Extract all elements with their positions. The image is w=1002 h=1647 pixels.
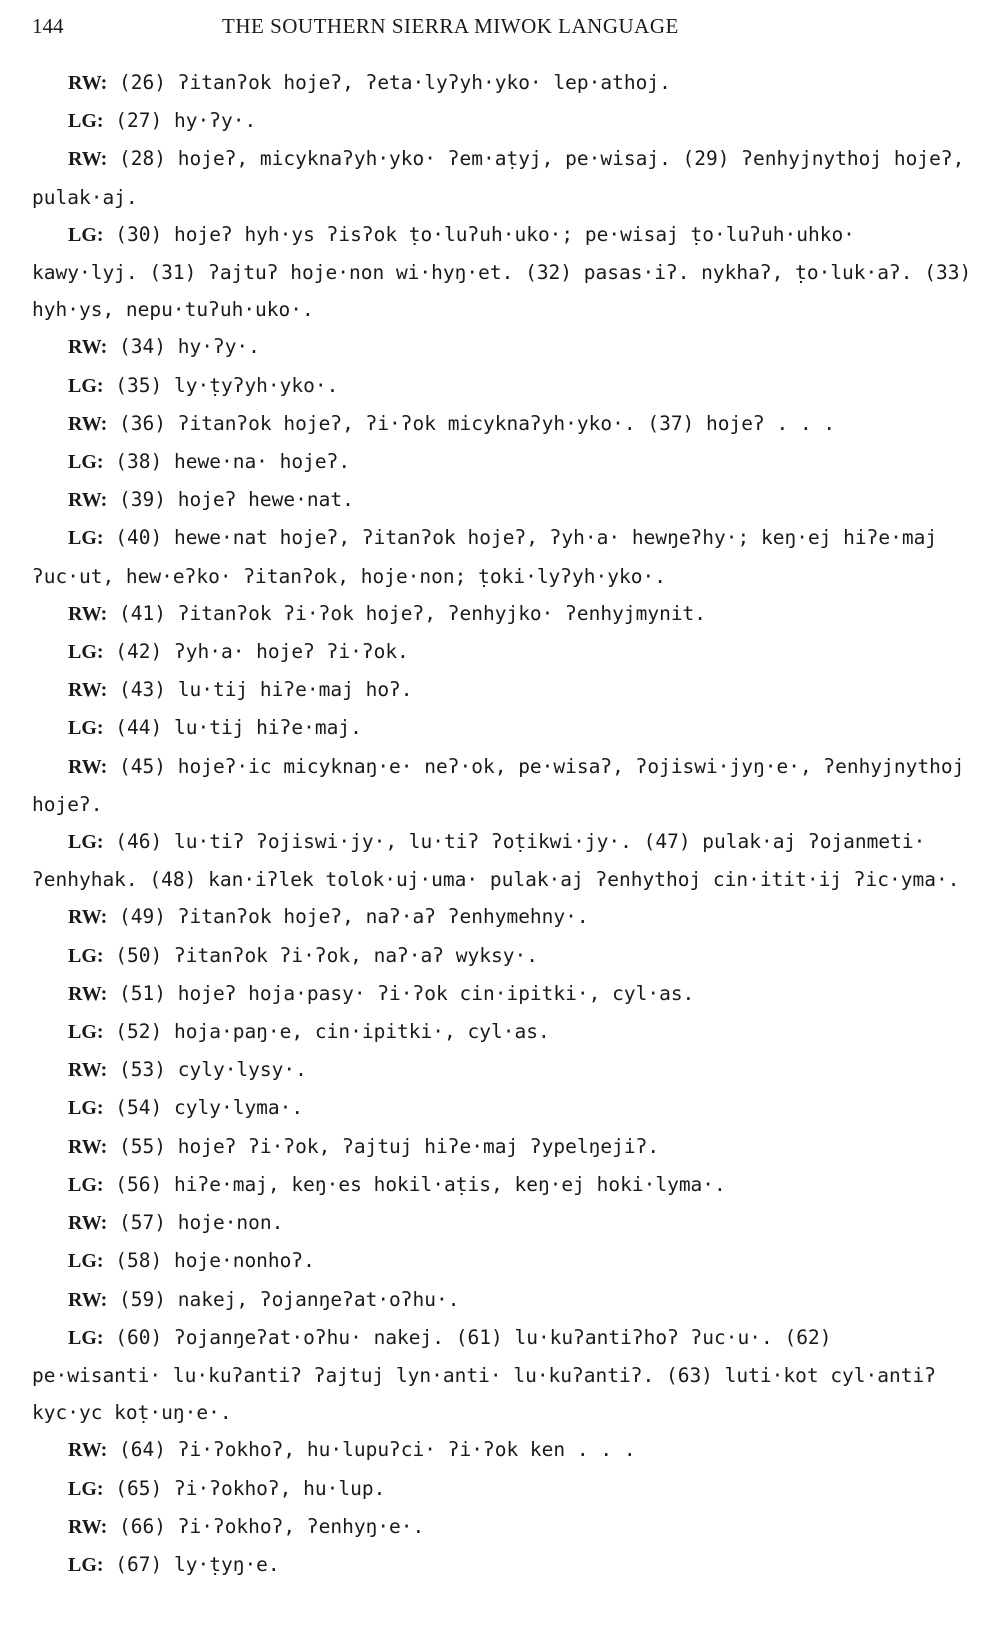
speaker-label: RW: bbox=[68, 1288, 108, 1311]
speaker-label: LG: bbox=[68, 1097, 104, 1120]
utterance-text: (52) hoja·paŋ·e, cin·ipitki·, cyl·as. bbox=[103, 1020, 550, 1044]
dialogue-turn bbox=[32, 1204, 972, 1242]
utterance-text: (38) hewe·na· hojeʔ. bbox=[103, 450, 351, 474]
utterance-text: (26) ʔitanʔok hojeʔ, ʔeta·lyʔyh·yko· lep·athoj. bbox=[107, 71, 671, 94]
dialogue-turn bbox=[32, 748, 972, 823]
dialogue-turn bbox=[32, 975, 972, 1013]
speaker-label: RW: bbox=[68, 755, 108, 778]
utterance-text: (58) hoje·nonhoʔ. bbox=[103, 1249, 315, 1273]
speaker-label: RW: bbox=[68, 148, 108, 171]
utterance-text: (39) hojeʔ hewe·nat. bbox=[107, 488, 354, 512]
speaker-label: RW: bbox=[68, 1439, 108, 1462]
dialogue-turn bbox=[32, 328, 972, 366]
speaker-label: LG: bbox=[68, 641, 104, 664]
dialogue-turn bbox=[32, 1431, 972, 1469]
dialogue-transcript bbox=[32, 64, 972, 1584]
utterance-text: (66) ʔi·ʔokhoʔ, ʔenhyŋ·e·. bbox=[107, 1514, 425, 1538]
utterance-text: (67) ly·ṭyŋ·e. bbox=[103, 1552, 280, 1576]
dialogue-turn bbox=[32, 102, 972, 140]
dialogue-turn bbox=[32, 1508, 972, 1546]
speaker-label: LG: bbox=[68, 527, 104, 550]
dialogue-turn bbox=[32, 1013, 972, 1051]
speaker-label: LG: bbox=[68, 223, 104, 246]
utterance-text: (60) ʔojanŋeʔat·oʔhu· nakej. (61) lu·kuʔantiʔhoʔ ʔuc·u·. (62) pe·wisanti· lu·kuʔantiʔ ʔajtuj lyn·anti· lu·kuʔantiʔ. (63) luti·kot cyl·antiʔ kyc·yc koṭ·uŋ·e·. bbox=[32, 1325, 936, 1425]
utterance-text: (41) ʔitanʔok ʔi·ʔok hojeʔ, ʔenhyjko· ʔenhyjmynit. bbox=[107, 601, 707, 625]
speaker-label: RW: bbox=[68, 1135, 108, 1158]
dialogue-turn bbox=[32, 1242, 972, 1280]
page-number: 144 bbox=[32, 14, 64, 38]
speaker-label: LG: bbox=[68, 451, 104, 474]
dialogue-turn bbox=[32, 405, 972, 443]
speaker-label: RW: bbox=[68, 982, 108, 1005]
speaker-label: RW: bbox=[68, 1059, 108, 1082]
utterance-text: (49) ʔitanʔok hojeʔ, naʔ·aʔ ʔenhymehny·. bbox=[107, 905, 589, 929]
speaker-label: RW: bbox=[68, 1515, 108, 1538]
dialogue-turn bbox=[32, 1319, 972, 1432]
dialogue-turn bbox=[32, 595, 972, 633]
dialogue-turn bbox=[32, 671, 972, 709]
dialogue-turn bbox=[32, 1089, 972, 1127]
dialogue-turn bbox=[32, 519, 972, 594]
utterance-text: (43) lu·tij hiʔe·maj hoʔ. bbox=[107, 678, 413, 702]
utterance-text: (34) hy·ʔy·. bbox=[107, 335, 260, 359]
utterance-text: (51) hojeʔ hoja·pasy· ʔi·ʔok cin·ipitki·, cyl·as. bbox=[107, 981, 695, 1005]
utterance-text: (55) hojeʔ ʔi·ʔok, ʔajtuj hiʔe·maj ʔypelŋejiʔ. bbox=[107, 1134, 660, 1158]
utterance-text: (42) ʔyh·a· hojeʔ ʔi·ʔok. bbox=[103, 640, 409, 664]
dialogue-turn bbox=[32, 443, 972, 481]
dialogue-turn bbox=[32, 898, 972, 936]
utterance-text: (46) lu·tiʔ ʔojiswi·jy·, lu·tiʔ ʔoṭikwi·jy·. (47) pulak·aj ʔojanmeti· ʔenhyhak. (48) kan·iʔlek tolok·uj·uma· pulak·aj ʔenhythoj cin·itit·ij ʔic·yma·. bbox=[32, 830, 960, 892]
speaker-label: RW: bbox=[68, 412, 108, 435]
utterance-text: (28) hojeʔ, micyknaʔyh·yko· ʔem·aṭyj, pe·wisaj. (29) ʔenhyjnythoj hojeʔ, pulak·aj. bbox=[32, 147, 965, 209]
speaker-label: LG: bbox=[68, 717, 104, 740]
utterance-text: (40) hewe·nat hojeʔ, ʔitanʔok hojeʔ, ʔyh·a· hewŋeʔhy·; keŋ·ej hiʔe·maj ʔuc·ut, hew·eʔko· ʔitanʔok, hoje·non; ṭoki·lyʔyh·yko·. bbox=[32, 526, 938, 588]
dialogue-turn bbox=[32, 1281, 972, 1319]
utterance-text: (50) ʔitanʔok ʔi·ʔok, naʔ·aʔ wyksy·. bbox=[103, 943, 538, 967]
speaker-label: RW: bbox=[68, 336, 108, 359]
utterance-text: (54) cyly·lyma·. bbox=[103, 1096, 304, 1120]
utterance-text: (45) hojeʔ·ic micyknaŋ·e· neʔ·ok, pe·wisaʔ, ʔojiswi·jyŋ·e·, ʔenhyjnythoj hojeʔ. bbox=[32, 754, 965, 816]
utterance-text: (30) hojeʔ hyh·ys ʔisʔok ṭo·luʔuh·uko·; pe·wisaj ṭo·luʔuh·uhko· kawy·lyj. (31) ʔajtuʔ hoje·non wi·hyŋ·et. (32) pasas·iʔ. nykhaʔ, ṭo·luk·aʔ. (33) hyh·ys, nepu·tuʔuh·uko·. bbox=[32, 222, 972, 322]
utterance-text: (65) ʔi·ʔokhoʔ, hu·lup. bbox=[103, 1476, 386, 1500]
speaker-label: LG: bbox=[68, 1021, 104, 1044]
dialogue-turn bbox=[32, 481, 972, 519]
dialogue-turn bbox=[32, 216, 972, 329]
utterance-text: (56) hiʔe·maj, keŋ·es hokil·aṭis, keŋ·ej hoki·lyma·. bbox=[103, 1172, 726, 1196]
utterance-text: (59) nakej, ʔojanŋeʔat·oʔhu·. bbox=[107, 1287, 460, 1311]
utterance-text: (35) ly·ṭyʔyh·yko·. bbox=[103, 373, 339, 397]
speaker-label: LG: bbox=[68, 1250, 104, 1273]
speaker-label: LG: bbox=[68, 1326, 104, 1349]
speaker-label: LG: bbox=[68, 1477, 104, 1500]
dialogue-turn bbox=[32, 1166, 972, 1204]
utterance-text: (44) lu·tij hiʔe·maj. bbox=[103, 716, 362, 740]
speaker-label: LG: bbox=[68, 944, 104, 967]
speaker-label: RW: bbox=[68, 1212, 108, 1235]
speaker-label: LG: bbox=[68, 110, 104, 133]
utterance-text: (64) ʔi·ʔokhoʔ, hu·lupuʔci· ʔi·ʔok ken . . . bbox=[107, 1438, 636, 1462]
dialogue-turn bbox=[32, 1128, 972, 1166]
utterance-text: (36) ʔitanʔok hojeʔ, ʔi·ʔok micyknaʔyh·yko·. (37) hojeʔ . . . bbox=[107, 411, 836, 435]
speaker-label: LG: bbox=[68, 831, 104, 854]
running-title: THE SOUTHERN SIERRA MIWOK LANGUAGE bbox=[222, 14, 679, 38]
speaker-label: LG: bbox=[68, 1553, 104, 1576]
dialogue-turn bbox=[32, 709, 972, 747]
dialogue-turn bbox=[32, 1051, 972, 1089]
utterance-text: (57) hoje·non. bbox=[107, 1211, 284, 1235]
dialogue-turn bbox=[32, 633, 972, 671]
dialogue-turn bbox=[32, 1470, 972, 1508]
speaker-label: RW: bbox=[68, 602, 108, 625]
speaker-label: RW: bbox=[68, 72, 108, 94]
utterance-text: (53) cyly·lysy·. bbox=[107, 1058, 307, 1082]
utterance-text: (27) hy·ʔy·. bbox=[103, 109, 257, 133]
dialogue-turn bbox=[32, 64, 972, 102]
dialogue-turn bbox=[32, 140, 972, 215]
speaker-label: RW: bbox=[68, 906, 108, 929]
page-header bbox=[32, 14, 792, 44]
dialogue-turn bbox=[32, 1546, 972, 1584]
dialogue-turn bbox=[32, 823, 972, 898]
speaker-label: RW: bbox=[68, 489, 108, 512]
dialogue-turn bbox=[32, 937, 972, 975]
speaker-label: RW: bbox=[68, 679, 108, 702]
speaker-label: LG: bbox=[68, 374, 104, 397]
speaker-label: LG: bbox=[68, 1173, 104, 1196]
dialogue-turn bbox=[32, 367, 972, 405]
